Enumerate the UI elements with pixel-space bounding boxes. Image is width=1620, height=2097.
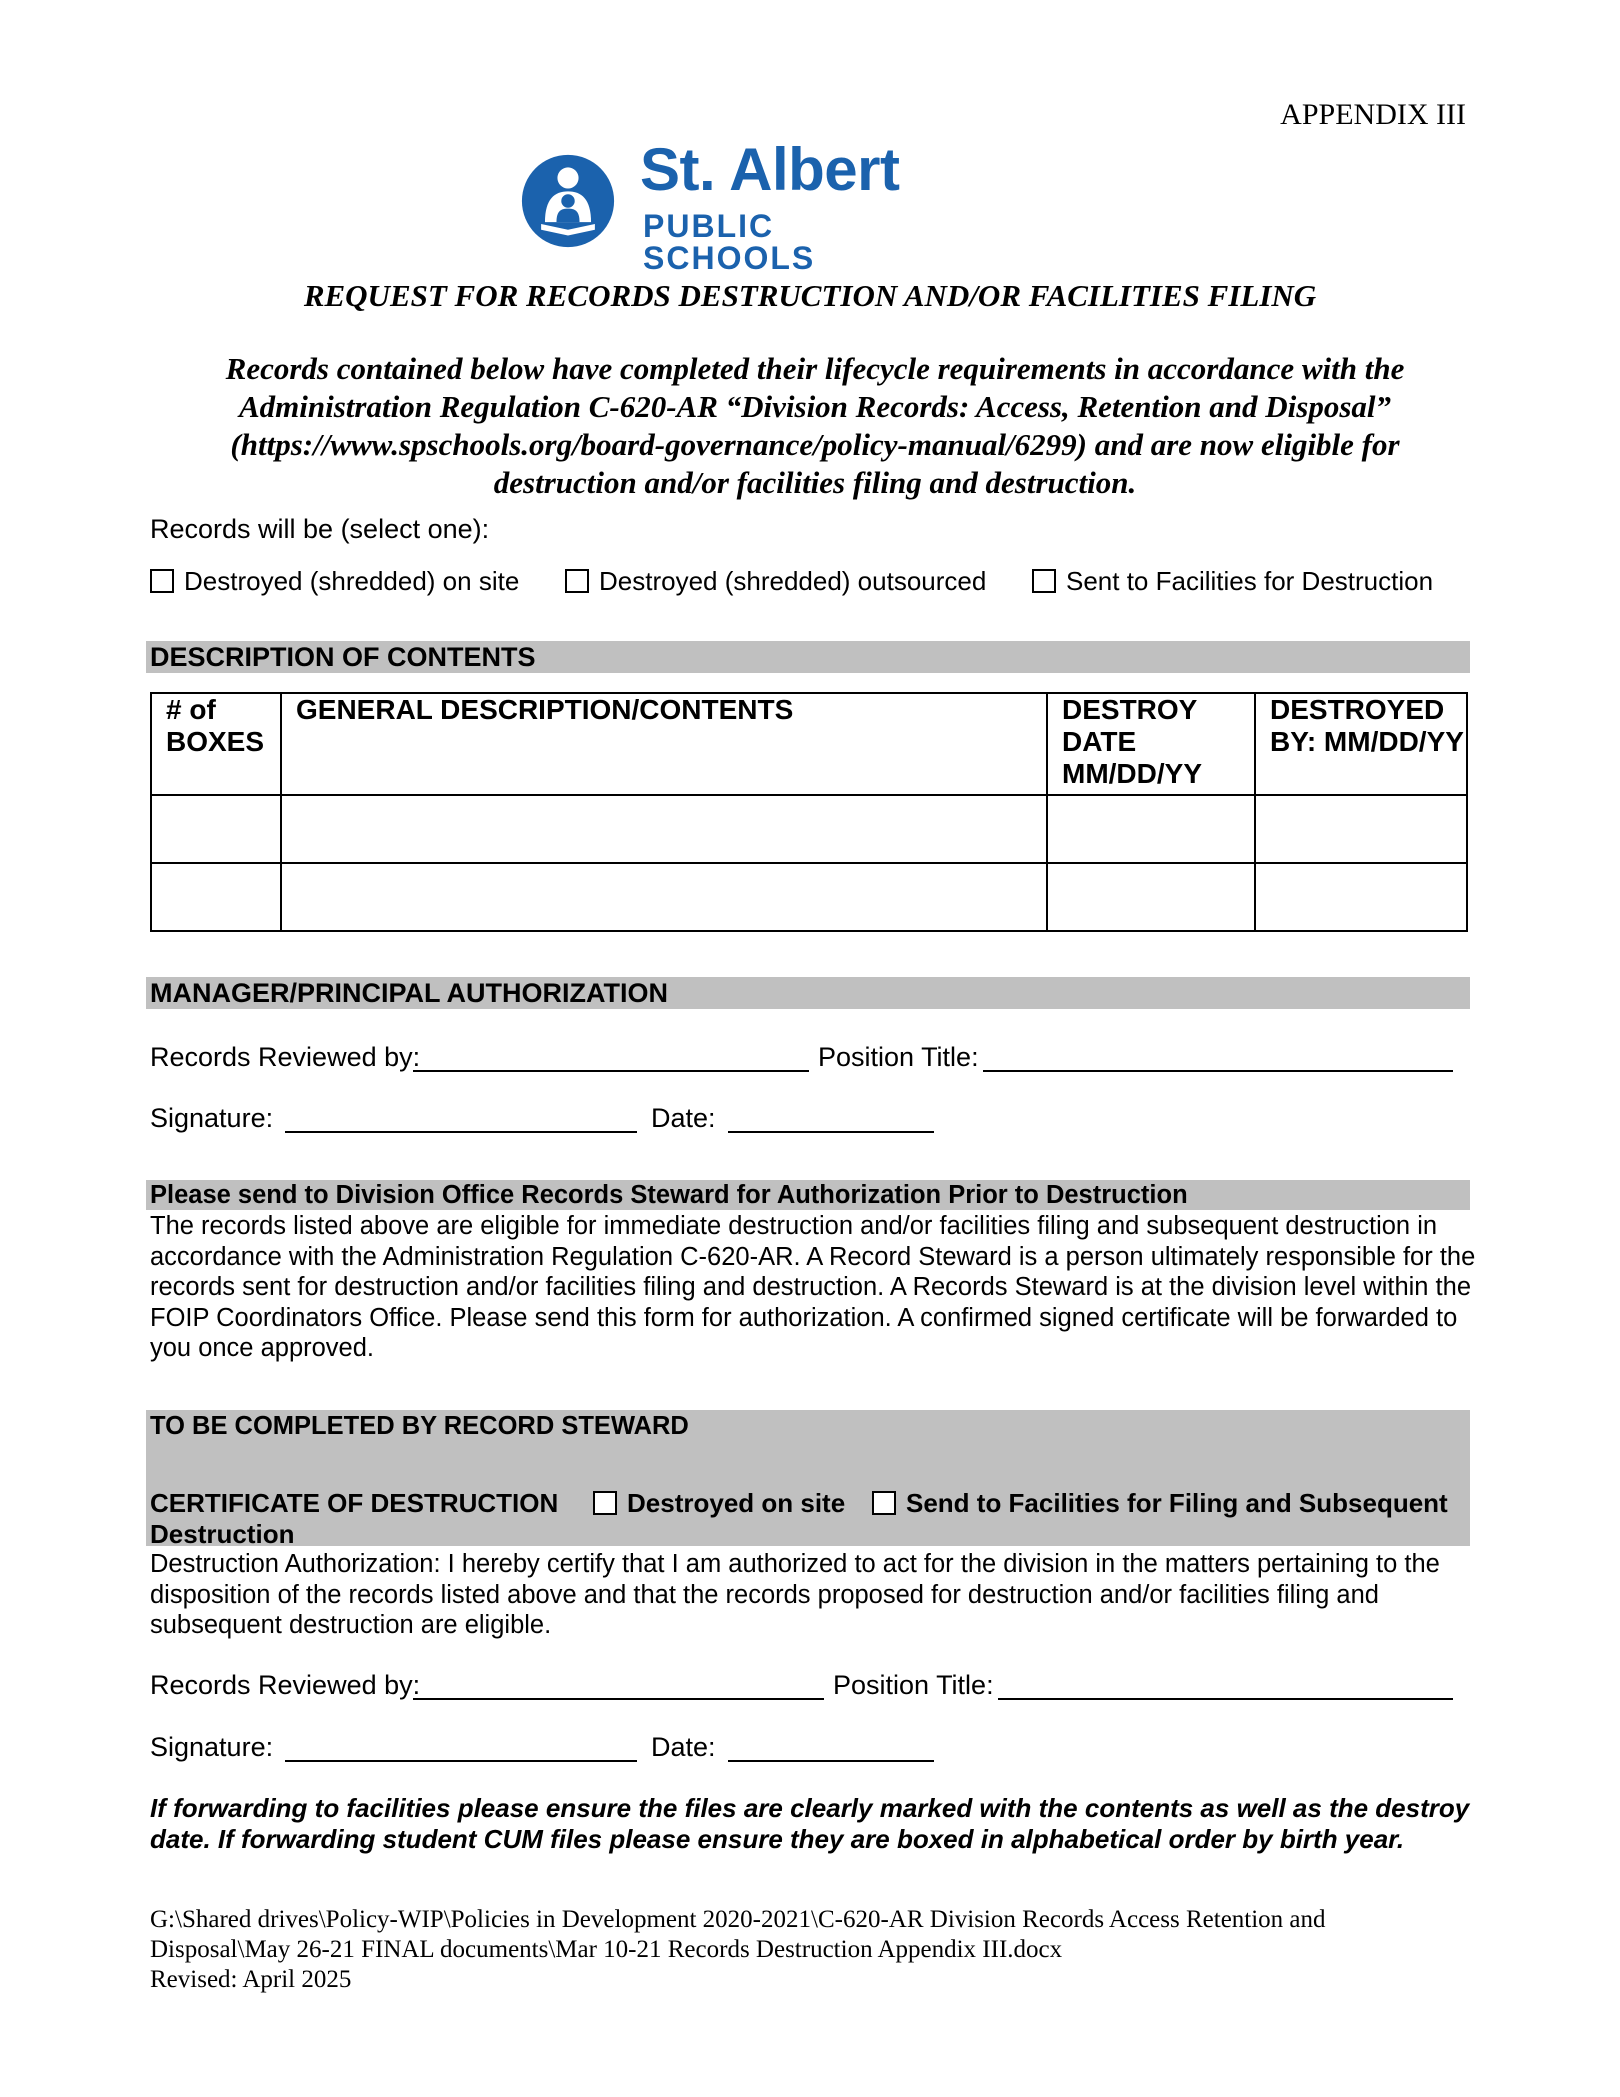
steward-notice-body: The records listed above are eligible for immediate destruction and/or facilities filing and subsequent destruction in accordance with the Administration Regulation C-620-AR. A Record Steward is a person ultimately responsible for the records sent for destruction and/or facilities filing and destruction. A Records Steward is at the division level within the FOIP Coordinators Office. Please send this form for authorization. A confirmed signed certificate will be forwarded to you once approved. — [150, 1212, 1476, 1362]
steward-notice-heading-bar — [146, 1180, 1470, 1210]
select-label: Records will be (select one): — [150, 514, 490, 544]
position-title-label: Position Title: — [818, 1042, 979, 1072]
option-outsourced[interactable] — [565, 566, 986, 597]
option-label: Destroyed on site — [627, 1488, 846, 1518]
table-cell[interactable] — [281, 863, 1047, 931]
steward-heading: TO BE COMPLETED BY RECORD STEWARD — [150, 1412, 689, 1440]
certificate-label: CERTIFICATE OF DESTRUCTION — [150, 1488, 559, 1518]
table-cell[interactable] — [151, 863, 281, 931]
option-label: Send to Facilities for Filing and Subsequent — [906, 1488, 1448, 1518]
option-facilities[interactable] — [1032, 566, 1433, 597]
checkbox-icon[interactable] — [1032, 569, 1056, 593]
appendix-label: APPENDIX III — [1280, 98, 1466, 131]
steward-signature-label: Signature: — [150, 1732, 274, 1762]
column-header: DESTROY DATE MM/DD/YY — [1047, 693, 1255, 795]
certificate-option-onsite[interactable] — [593, 1488, 845, 1519]
table-cell[interactable] — [1255, 863, 1467, 931]
table-cell[interactable] — [1047, 863, 1255, 931]
certificate-option-facilities-cont: Destruction — [150, 1519, 295, 1549]
steward-reviewed-by-field[interactable] — [413, 1698, 824, 1700]
option-label: Sent to Facilities for Destruction — [1066, 566, 1434, 596]
option-label: Destroyed (shredded) on site — [184, 566, 520, 596]
reviewed-by-field[interactable] — [413, 1070, 809, 1072]
steward-reviewed-by-label: Records Reviewed by: — [150, 1670, 421, 1700]
logo-name: St. Albert — [640, 136, 900, 203]
option-onsite[interactable] — [150, 566, 519, 597]
table-row — [151, 863, 1467, 931]
column-header: GENERAL DESCRIPTION/CONTENTS — [281, 693, 1047, 795]
option-label: Destroyed (shredded) outsourced — [599, 566, 987, 596]
position-title-field[interactable] — [983, 1070, 1453, 1072]
steward-date-field[interactable] — [728, 1760, 934, 1762]
signature-field[interactable] — [285, 1131, 637, 1133]
file-path — [150, 1905, 1450, 1995]
logo-subtitle: PUBLIC SCHOOLS — [643, 208, 816, 276]
steward-signature-field[interactable] — [285, 1760, 637, 1762]
column-header: DESTROYED BY: MM/DD/YY — [1255, 693, 1467, 795]
footer-note: If forwarding to facilities please ensure the files are clearly marked with the contents as well as the destroy date. If forwarding student CUM files please ensure they are boxed in alphabetical order by birth year. — [150, 1793, 1470, 1854]
checkbox-icon[interactable] — [593, 1491, 617, 1515]
steward-date-label: Date: — [651, 1732, 716, 1762]
signature-label: Signature: — [150, 1103, 274, 1133]
school-logo — [520, 136, 940, 276]
destruction-authorization-text: Destruction Authorization: I hereby certify that I am authorized to act for the division in the matters pertaining to the disposition of the records listed above and that the records proposed for destruction and/or facilities filing and subsequent destruction are eligible. — [150, 1550, 1440, 1639]
steward-section-bar — [146, 1410, 1470, 1549]
table-header-row — [151, 693, 1467, 795]
logo-mark-icon — [520, 153, 616, 249]
checkbox-icon[interactable] — [150, 569, 174, 593]
steward-position-title-label: Position Title: — [833, 1670, 994, 1700]
date-field[interactable] — [728, 1131, 934, 1133]
column-header: # of BOXES — [151, 693, 281, 795]
table-cell[interactable] — [1047, 795, 1255, 863]
reviewed-by-label: Records Reviewed by: — [150, 1042, 421, 1072]
contents-table — [150, 692, 1468, 932]
steward-notice-heading: Please send to Division Office Records Steward for Authorization Prior to Destruction — [150, 1181, 1188, 1209]
contents-heading-bar — [146, 641, 1470, 673]
authorization-heading-bar — [146, 977, 1470, 1009]
table-row — [151, 795, 1467, 863]
checkbox-icon[interactable] — [872, 1491, 896, 1515]
revised-date: Revised: April 2025 — [150, 1966, 352, 1993]
checkbox-icon[interactable] — [565, 569, 589, 593]
intro-text: Records contained below have completed their lifecycle requirements in accordance with the Administration Regulation C-620-AR “Division Records: Access, Retention and Disposal” (https://www.spschools.org/board-governance/policy-manual/6299) and are now eligible for destruction and/or facilities filing and destruction. — [225, 351, 1405, 500]
certificate-option-facilities[interactable] — [872, 1488, 1448, 1519]
table-cell[interactable] — [281, 795, 1047, 863]
contents-heading: DESCRIPTION OF CONTENTS — [150, 642, 536, 672]
form-title: REQUEST FOR RECORDS DESTRUCTION AND/OR FACILITIES FILING — [303, 278, 1317, 313]
date-label: Date: — [651, 1103, 716, 1133]
table-cell[interactable] — [151, 795, 281, 863]
authorization-heading: MANAGER/PRINCIPAL AUTHORIZATION — [150, 978, 668, 1008]
file-path-text: G:\Shared drives\Policy-WIP\Policies in Development 2020-2021\C-620-AR Division Records Access Retention and Disposal\May 26-21 FINAL documents\Mar 10-21 Records Destruction Appendix III.docx — [150, 1906, 1326, 1963]
table-cell[interactable] — [1255, 795, 1467, 863]
steward-position-title-field[interactable] — [998, 1698, 1453, 1700]
